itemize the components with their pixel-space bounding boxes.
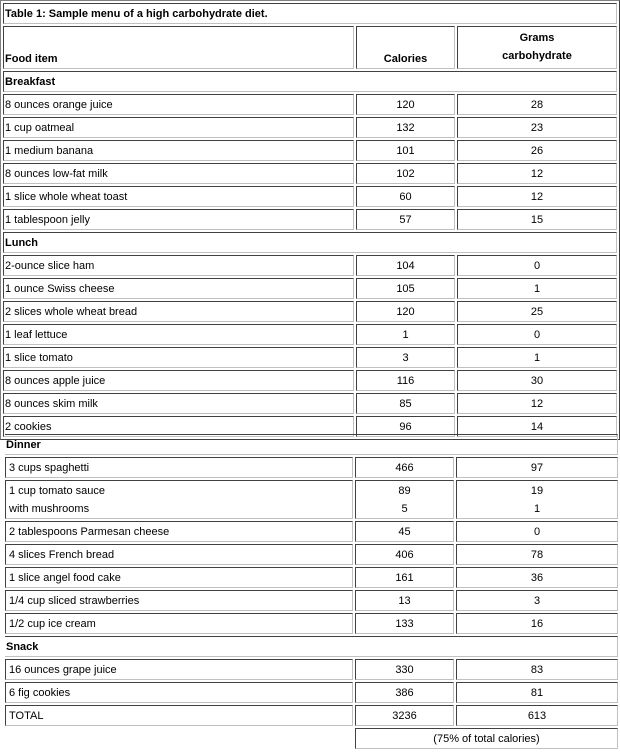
food-item-cell-line: 1 cup tomato sauce (9, 484, 106, 497)
calories-cell: 85 (356, 393, 455, 414)
table-row (5, 659, 618, 680)
table-row (3, 186, 617, 207)
header-food: Food item (3, 26, 354, 69)
section-heading: Snack (5, 636, 618, 657)
calories-cell: 116 (356, 370, 455, 391)
table-row (3, 347, 617, 368)
calories-cell: 101 (356, 140, 455, 161)
title-row (3, 3, 617, 24)
calories-cell: 96 (356, 416, 455, 437)
header-calories: Calories (356, 26, 455, 69)
section-heading: Lunch (3, 232, 617, 253)
calories-cell: 104 (356, 255, 455, 276)
carbs-cell: 28 (457, 94, 617, 115)
carbs-cell: 0 (456, 521, 618, 542)
carbs-cell: 12 (457, 393, 617, 414)
carbs-cell: 23 (457, 117, 617, 138)
table-row (3, 255, 617, 276)
total-row (5, 705, 618, 726)
carbs-cell: 1 (457, 278, 617, 299)
carbs-cell: 0 (457, 255, 617, 276)
carbs-cell: 0 (457, 324, 617, 345)
food-item-cell: 2 cookies (3, 416, 354, 437)
table-row (5, 567, 618, 588)
carbs-cell: 12 (457, 163, 617, 184)
carbs-cell: 1 (457, 347, 617, 368)
menu-table-bottom (3, 432, 620, 751)
carbs-cell: 30 (457, 370, 617, 391)
table-row (3, 301, 617, 322)
calories-cell: 13 (355, 590, 454, 611)
carbs-cell: 36 (456, 567, 618, 588)
carbs-cell: 78 (456, 544, 618, 565)
section-row-dinner (5, 434, 618, 455)
header-row (3, 26, 617, 69)
table-row (3, 278, 617, 299)
calories-cell-line: 5 (401, 502, 408, 515)
carbs-cell: 83 (456, 659, 618, 680)
section-heading: Dinner (5, 434, 618, 455)
table-row (5, 613, 618, 634)
food-item-cell: 1 slice whole wheat toast (3, 186, 354, 207)
calories-cell: 386 (355, 682, 454, 703)
section-heading: Breakfast (3, 71, 617, 92)
calories-cell: 466 (355, 457, 454, 478)
food-item-cell: 8 ounces apple juice (3, 370, 354, 391)
food-item-cell: 1 leaf lettuce (3, 324, 354, 345)
calories-cell (355, 480, 454, 519)
food-item-cell: 2-ounce slice ham (3, 255, 354, 276)
food-item-cell: 6 fig cookies (5, 682, 353, 703)
table-row (5, 457, 618, 478)
calories-cell-line: 89 (398, 484, 411, 497)
calories-cell: 102 (356, 163, 455, 184)
total-label: TOTAL (5, 705, 353, 726)
carbs-cell: 97 (456, 457, 618, 478)
table-row (3, 209, 617, 230)
carbs-cell: 26 (457, 140, 617, 161)
food-item-cell: 16 ounces grape juice (5, 659, 353, 680)
food-item-cell: 8 ounces low-fat milk (3, 163, 354, 184)
food-item-cell: 1/4 cup sliced strawberries (5, 590, 353, 611)
carbs-cell: 81 (456, 682, 618, 703)
section-row-lunch (3, 232, 617, 253)
table-row (5, 480, 618, 519)
food-item-cell (5, 480, 353, 519)
food-item-cell-line: with mushrooms (9, 502, 90, 515)
table-row (5, 521, 618, 542)
total-calories: 3236 (355, 705, 454, 726)
calories-cell: 60 (356, 186, 455, 207)
total-note: (75% of total calories) (355, 728, 618, 749)
calories-cell: 133 (355, 613, 454, 634)
food-item-cell: 8 ounces orange juice (3, 94, 354, 115)
table-row (3, 324, 617, 345)
table-row (3, 163, 617, 184)
calories-cell: 161 (355, 567, 454, 588)
calories-cell: 132 (356, 117, 455, 138)
calories-cell: 45 (355, 521, 454, 542)
food-item-cell: 1 slice angel food cake (5, 567, 353, 588)
section-row-breakfast (3, 71, 617, 92)
food-item-cell: 2 tablespoons Parmesan cheese (5, 521, 353, 542)
food-item-cell: 1 medium banana (3, 140, 354, 161)
table-row (3, 370, 617, 391)
header-carbs-line2: carbohydrate (502, 50, 572, 62)
section-row-snack (5, 636, 618, 657)
food-item-cell: 1 slice tomato (3, 347, 354, 368)
calories-cell: 57 (356, 209, 455, 230)
header-carbs-line1: Grams (519, 32, 555, 44)
carbs-cell: 14 (457, 416, 617, 437)
total-carbs: 613 (456, 705, 618, 726)
carbs-cell-line: 1 (533, 502, 541, 515)
blank-cell (5, 728, 353, 749)
food-item-cell: 3 cups spaghetti (5, 457, 353, 478)
table-row (5, 544, 618, 565)
table-row (3, 94, 617, 115)
food-item-cell: 1/2 cup ice cream (5, 613, 353, 634)
calories-cell: 3 (356, 347, 455, 368)
calories-cell: 120 (356, 94, 455, 115)
food-item-cell: 1 cup oatmeal (3, 117, 354, 138)
calories-cell: 1 (356, 324, 455, 345)
total-note-row (5, 728, 618, 749)
header-carbs (457, 26, 617, 69)
carbs-cell: 16 (456, 613, 618, 634)
carbs-cell: 15 (457, 209, 617, 230)
carbs-cell: 3 (456, 590, 618, 611)
calories-cell: 330 (355, 659, 454, 680)
carbs-cell (456, 480, 618, 519)
food-item-cell: 1 ounce Swiss cheese (3, 278, 354, 299)
food-item-cell: 2 slices whole wheat bread (3, 301, 354, 322)
table-row (5, 590, 618, 611)
calories-cell: 406 (355, 544, 454, 565)
table-row (3, 140, 617, 161)
food-item-cell: 8 ounces skim milk (3, 393, 354, 414)
food-item-cell: 1 tablespoon jelly (3, 209, 354, 230)
table-row (3, 393, 617, 414)
carbs-cell: 25 (457, 301, 617, 322)
calories-cell: 120 (356, 301, 455, 322)
table-title: Table 1: Sample menu of a high carbohydrate diet. (3, 3, 617, 24)
carbs-cell: 12 (457, 186, 617, 207)
table-row (3, 117, 617, 138)
food-item-cell: 4 slices French bread (5, 544, 353, 565)
carbs-cell-line: 19 (530, 484, 544, 497)
calories-cell: 105 (356, 278, 455, 299)
table-row (5, 682, 618, 703)
